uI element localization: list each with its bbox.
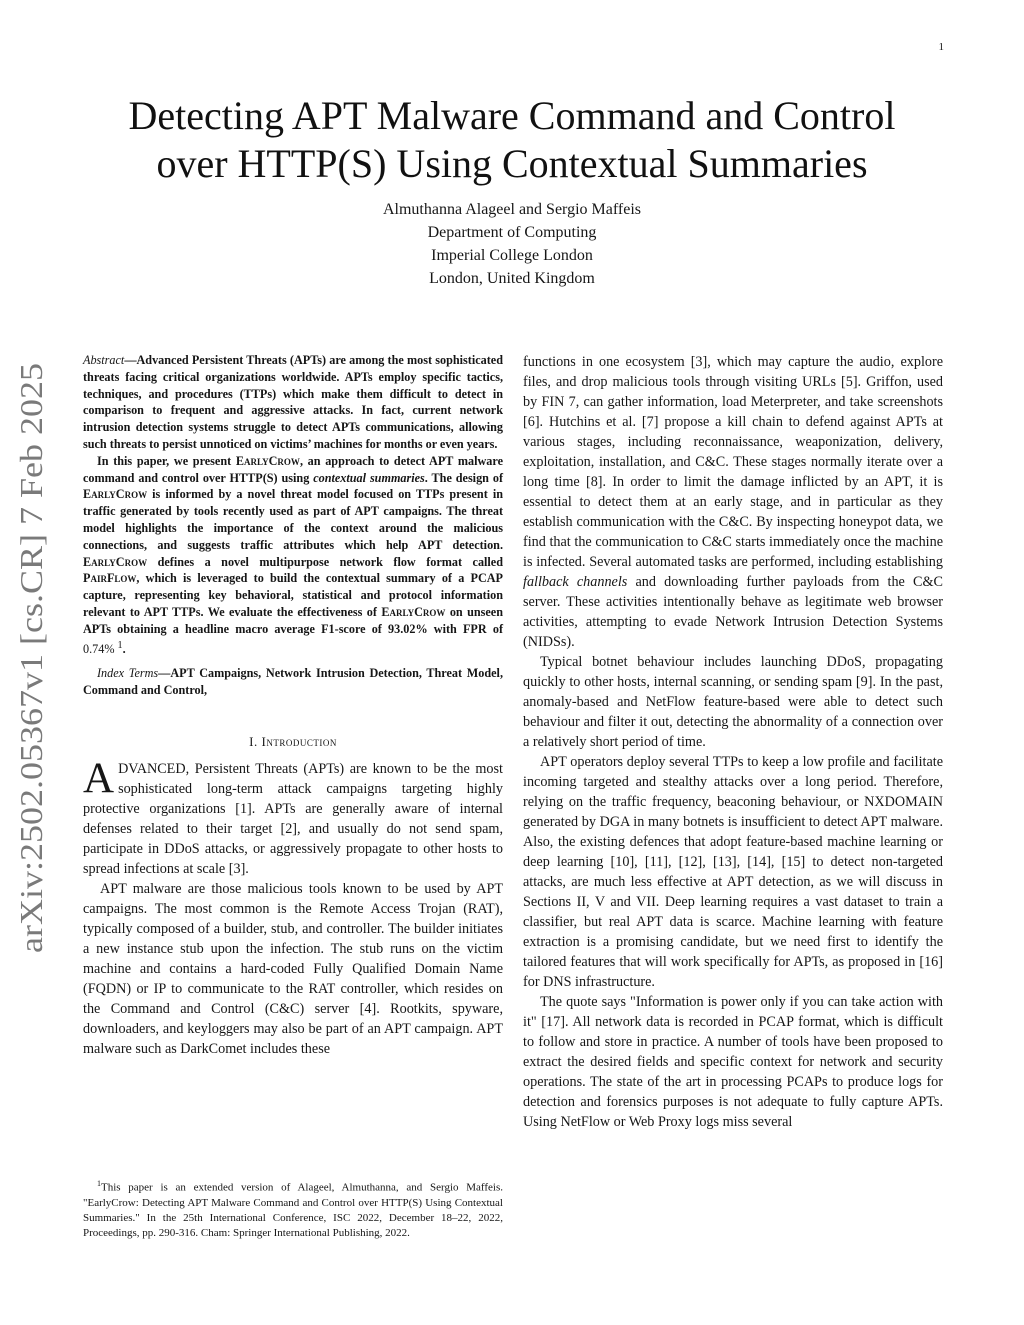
author-names: Almuthanna Alageel and Sergio Maffeis (382, 201, 641, 218)
abstract-paragraph-2: In this paper, we present EarlyCrow, an approach to detect APT malware command and control over HTTP(S) using contextual summaries. The design of EarlyCrow is informed by a novel threat model focused on TTPs present in traffic generated by tools recently used as part of APT campaigns. The threat model highlights the importance of the context around the malicious connections, and suggests traffic attributes which help APT detection. EarlyCrow defines a novel multipurpose network flow format called PairFlow, which is leveraged to build the contextual summary of a PCAP capture, representing key behavioral, statistical and protocol information relevant to APT TTPs. We evaluate the effectiveness of EarlyCrow on unseen APTs obtaining a headline macro average F1-score of 93.02% with FPR of 0.74% $^1$. (83, 453, 504, 656)
abstract (83, 352, 503, 657)
intro-paragraph-1: ADVANCED, Persistent Threats (APTs) are known to be the most sophisticated long-term attack campaigns targeting highly protective organizations [1]. APTs are generally aware of internal defenses related to their target [2], and usually do not send spam, participate in DDoS attacks, or aggressively propagate to other hosts to spread infections at scale [3]. (83, 755, 503, 877)
right-paragraph-3: APT operators deploy several TTPs to keep a low profile and facilitate incoming targeted and stealthy attacks over a long period. Therefore, relying on the traffic frequency, beaconing behaviour, or NXDOMAIN generated by DGA in many botnets is insufficient to detect APT malware. Also, the existing defences that adopt feature-based machine learning or deep learning [10], [11], [12], [13], [14], [15] to detect non-targeted attacks, are much less effective at APT detection, as we will discuss in Sections II, V and VII. Deep learning requires a vast dataset to train a classifier, but real APT data is scarce. Machine learning with feature extraction is a promising candidate, but we need first to identify the tailored features that will work specifically for APTs, as proposed in [16] for DNS infrastructure. (523, 754, 943, 990)
right-column-text (523, 352, 943, 1132)
intro-paragraph-2: APT malware are those malicious tools known to be used by APT campaigns. The most common is the Remote Access Trojan (RAT), typically composed of a builder, stub, and controller. The builder initiates a new instance stub upon the infection. The stub runs on the victim machine and contains a hard-coded Fully Qualified Domain Name (FQDN) or IP to communicate to the RAT controller, which resides on the Command and Control (C&C) server [4]. Rootkits, spyware, downloaders, and keyloggers may also be part of an APT campaign. APT malware such as DarkComet includes these (83, 881, 503, 1057)
index-terms: Index Terms—APT Campaigns, Network Intrusion Detection, Threat Model, Command and Control, (83, 666, 503, 698)
author-department: Department of Computing (427, 224, 597, 241)
abstract-lead: Abstract (83, 353, 125, 367)
earlycrow-name: EarlyCrow (83, 487, 148, 502)
right-paragraph-1: functions in one ecosystem [3], which may capture the audio, explore files, and drop malicious tools through visiting URLs [5]. Griffon, used by FIN 7, can gather information, load Meterpreter, and take screenshots [6]. Hutchins et al. [7] propose a kill chain to defend against APTs at various stages, including reconnaissance, weaponization, delivery, exploitation, installation, and C&C. These stages normally iterate over a long time [8]. In order to limit the damage inflicted by an APT, it is essential to detect them at an early stage, and in particular as they establish communication with the C&C. By inspecting honeypot data, we find that the communication to C&C starts immediately once the machine is infected. Several automated tasks are performed, including establishing fallback channels and downloading further payloads from the C&C server. These activities intentionally behave as legitimate web browser activities, attempting to evade Network Intrusion Detection Systems (NIDSs). (523, 354, 943, 650)
abstract-paragraph-1: Abstract—Advanced Persistent Threats (APTs) are among the most sophisticated threats facing critical organizations worldwide. APTs employ specific tactics, techniques, and procedures (TTPs) which make them difficult to detect in comparison to frequent and aggressive attacks. In fact, current network intrusion detection systems struggle to detect APTs communications, allowing such threats to persist unnoticed on victims’ machines for months or even years. (83, 353, 503, 451)
author-block (0, 198, 1024, 290)
arxiv-stamp-text: arXiv:2502.05367v1 [cs.CR] 7 Feb 2025 (13, 428, 49, 953)
drop-cap: A (83, 755, 115, 802)
right-paragraph-2: Typical botnet behaviour includes launching DDoS, propagating quickly to other hosts, internal scanning, or sending spam [9]. In the past, anomaly-based and NetFlow feature-based were able to detect such behaviour and filter it out, detecting the abnormality of a connection over a relatively short period of time. (523, 654, 943, 750)
footnote: $^1$This paper is an extended version of Alageel, Almuthanna, and Sergio Maffeis. "EarlyCrow: Detecting APT Malware Command and Control over HTTP(S) Using Contextual Summaries." In the 25th International Conference, ISC 2022, December 18–22, 2022, Proceedings, pp. 290-316. Cham: Springer International Publishing, 2022. (83, 1179, 503, 1239)
introduction-text (83, 755, 503, 1059)
page-number: 1 (938, 41, 944, 53)
section-heading-introduction: I. Introduction (249, 734, 337, 749)
earlycrow-name: EarlyCrow (381, 604, 446, 619)
arxiv-identifier-stamp (11, 363, 51, 953)
footnote-marker: 1 (117, 639, 123, 651)
author-institution: Imperial College London (431, 247, 593, 264)
title-line-1: Detecting APT Malware Command and Control (128, 93, 896, 138)
pairflow-name: PairFlow (83, 571, 137, 586)
index-terms-lead: Index Terms (97, 666, 159, 681)
earlycrow-name: EarlyCrow (235, 453, 300, 468)
paper-title (0, 92, 1024, 188)
title-line-2: over HTTP(S) Using Contextual Summaries (156, 141, 868, 186)
author-location: London, United Kingdom (429, 270, 595, 287)
right-paragraph-4: The quote says "Information is power only if you can take action with it" [17]. All network data is recorded in PCAP format, which is difficult to follow and store in practice. A number of tools have been proposed to extract the desired fields and specific context for network and security operations. The state of the art in processing PCAPs to produce logs for detection and forensics purposes is not adequate to fully capture APTs. Using NetFlow or Web Proxy logs miss several (523, 994, 943, 1130)
right-column (523, 352, 943, 1132)
left-column (83, 352, 503, 1059)
footnote-number: 1 (97, 1179, 101, 1188)
arxiv-stamp-graphic (11, 363, 51, 953)
earlycrow-name: EarlyCrow (83, 554, 148, 569)
fpr-value: 0.74% (83, 641, 115, 656)
